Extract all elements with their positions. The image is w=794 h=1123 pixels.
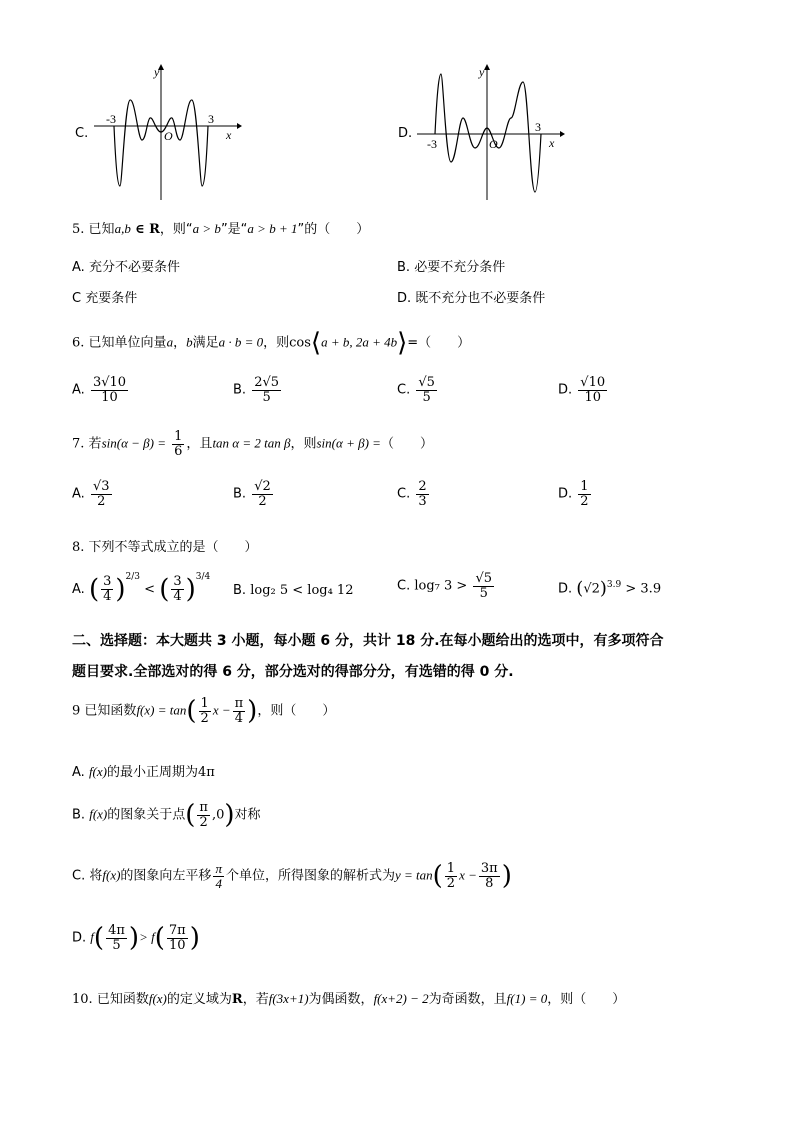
q5-option-b: B. 必要不充分条件 (397, 260, 506, 275)
graph-d-origin: O (489, 137, 498, 151)
q9-option-d: D. f( $\frac{4\pi}{5}$ )> f( $\frac{7\pi}{10}$ ) (72, 923, 200, 954)
q7-option-d: D. $\frac{1}{2}$ (558, 479, 589, 509)
graph-c-origin: O (164, 129, 173, 143)
q5-stem: 5. 已知a,b ∈ R，则“a > b”是“a > b + 1”的（ ） (72, 221, 370, 237)
graph-d-label: D. (398, 126, 413, 141)
q9-option-b: B. f(x)的图象关于点( $\frac{\pi}{2}$ ,0)对称 (72, 800, 261, 831)
q7-option-a: A. $\frac{√3}{2}$ (72, 479, 110, 509)
q8-option-a: A. ( $\frac{3}{4}$ )$^{2/3}$ < ( $\frac{3}{4}$ )$^{3/4}$ (72, 572, 211, 605)
q8-option-c: C. log₇ 3 > $\frac{√5}{5}$ (397, 571, 493, 601)
graph-c-neg3: -3 (106, 112, 116, 126)
graph-c (92, 62, 242, 202)
q9-option-a: A. f(x)的最小正周期为4π (72, 764, 215, 780)
q6-option-a: A. $\frac{3√10}{10}$ (72, 375, 127, 405)
q6-option-b: B. $\frac{2√5}{5}$ (233, 375, 280, 405)
q6-stem: 6. 已知单位向量a，b满足a · b = 0，则cos⟨a + b, 2a + 4b⟩=（ ） (72, 328, 471, 358)
q7-stem: 7. 若sin(α − β) = $\frac{1}{6}$ ，且tan α = 2 tan β，则sin(α + β) =（ ） (72, 429, 433, 459)
graph-c-y-label: y (154, 65, 160, 79)
q9-option-c: C. 将f(x)的图象向左平移 $\frac{\pi}{4}$ 个单位，所得图象的解析式为y = tan( $\frac{1}{2}$ x − $\frac{3\pi}{8}$ ) (72, 861, 512, 892)
section2-line1: 二、选择题：本大题共 3 小题，每小题 6 分，共计 18 分.在每小题给出的选项中，有多项符合 (72, 633, 664, 649)
section2-line2: 题目要求.全部选对的得 6 分，部分选对的得部分分，有选错的得 0 分. (72, 664, 514, 680)
graph-d-neg3: -3 (427, 137, 437, 151)
graph-d-curve (435, 74, 541, 192)
q5-option-c: C 充要条件 (72, 291, 138, 306)
q6-option-c: C. $\frac{√5}{5}$ (397, 375, 435, 405)
q7-option-c: C. $\frac{2}{3}$ (397, 479, 427, 509)
graph-c-label: C. (75, 126, 89, 141)
q8-stem: 8. 下列不等式成立的是（ ） (72, 540, 258, 555)
q9-stem: 9 已知函数f(x) = tan( $\frac{1}{2}$ x − $\frac{\pi}{4}$ )，则（ ） (72, 696, 336, 727)
q6-option-d: D. $\frac{√10}{10}$ (558, 375, 606, 405)
graph-d-pos3: 3 (535, 120, 541, 134)
q5-option-a: A. 充分不必要条件 (72, 260, 180, 275)
graph-d-x-label: x (549, 136, 555, 150)
q7-option-b: B. $\frac{√2}{2}$ (233, 479, 271, 509)
graph-c-x-label: x (226, 128, 232, 142)
graph-d (415, 62, 565, 202)
graph-c-pos3: 3 (208, 112, 214, 126)
q5-option-d: D. 既不充分也不必要条件 (397, 291, 546, 306)
graph-d-y-label: y (479, 65, 485, 79)
q10-stem: 10. 已知函数f(x)的定义域为R，若f(3x+1)为偶函数，f(x+2) − 2为奇函数，且f(1) = 0，则（ ） (72, 991, 626, 1007)
q8-option-b: B. log₂ 5 < log₄ 12 (233, 583, 354, 598)
q8-option-d: D. $(√2)^{3.9} > 3.9$ (558, 578, 662, 599)
